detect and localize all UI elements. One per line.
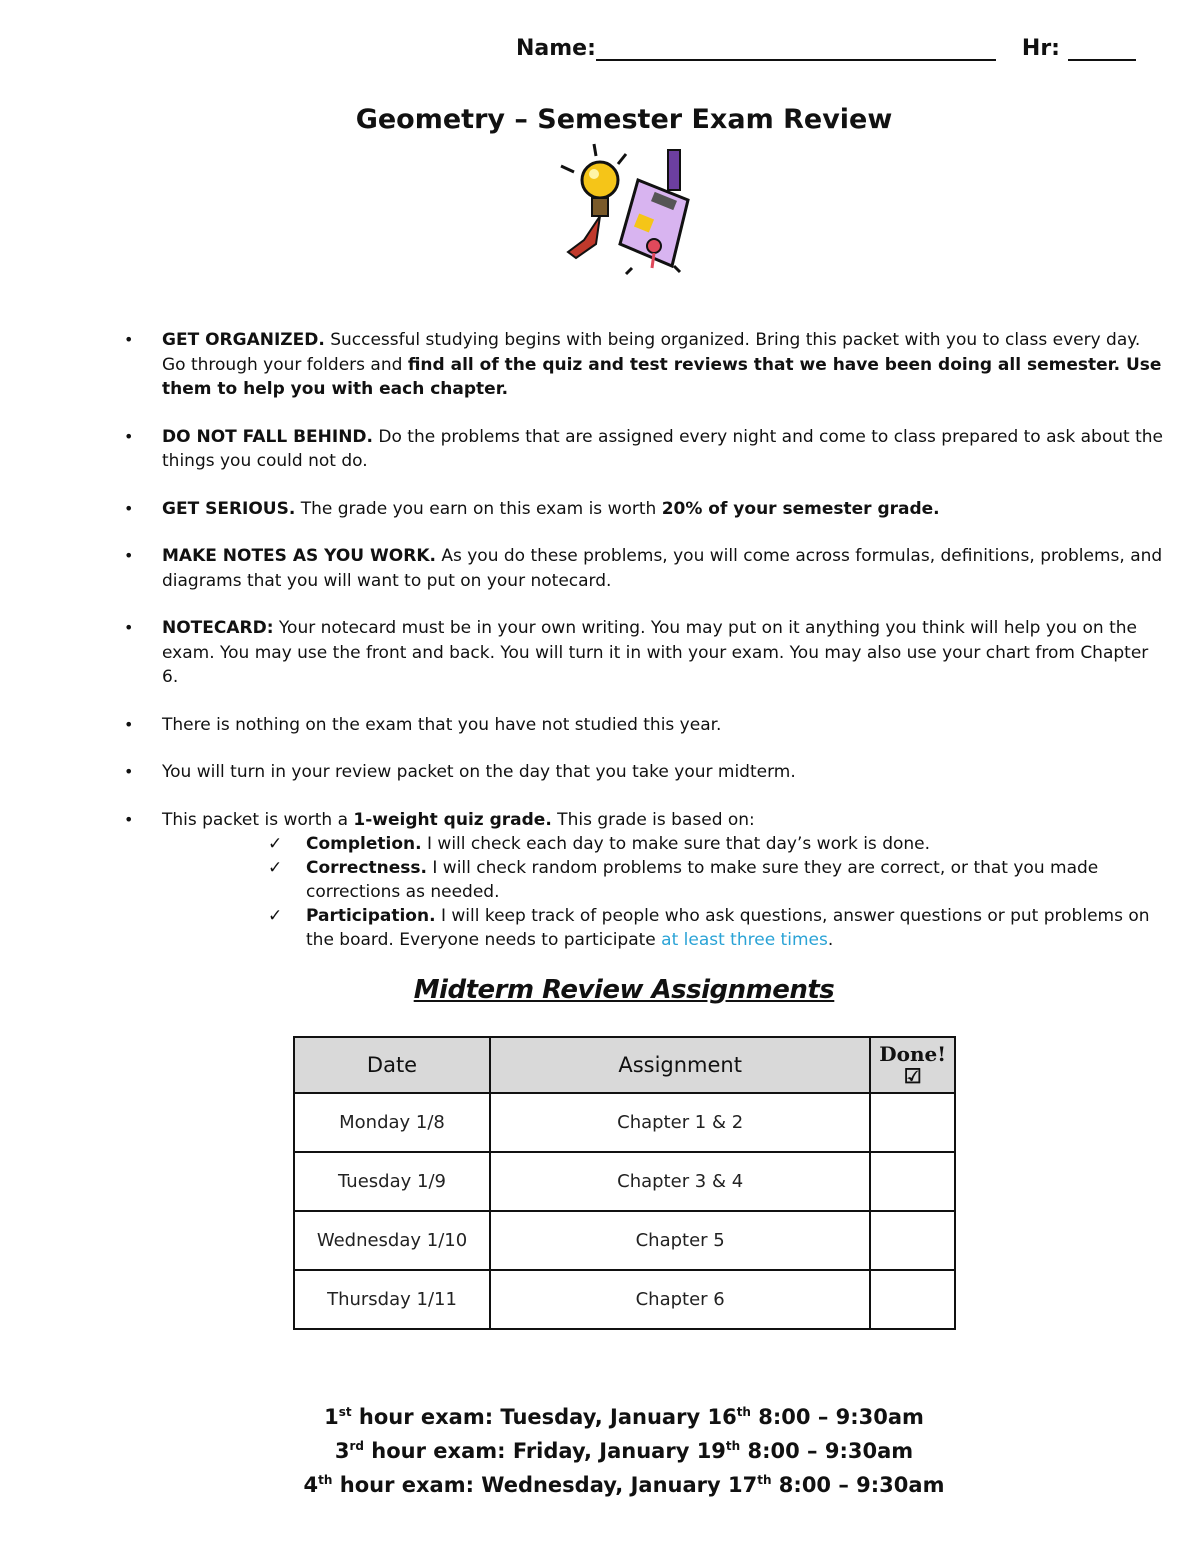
exam-line: 4th hour exam: Wednesday, January 17th 8:00 – 9:30am [303, 1473, 945, 1497]
assignment-cell: Chapter 1 & 2 [490, 1093, 870, 1152]
page-title: Geometry – Semester Exam Review [355, 104, 893, 135]
column-header-assignment: Assignment [490, 1037, 870, 1093]
list-item: • NOTECARD: Your notecard must be in your own writing. You may put on it anything you think will help you on the exam. You may use the front and back. You will turn it in with your exam. You may also use your chart from Chapter 6. [124, 618, 1149, 687]
assignment-cell: Chapter 6 [490, 1270, 870, 1329]
grading-criteria-list [162, 832, 1164, 952]
checkmark-icon: ✓ [268, 834, 283, 854]
list-item: • There is nothing on the exam that you have not studied this year. [124, 714, 722, 735]
list-item: • DO NOT FALL BEHIND. Do the problems that are assigned every night and come to class prepared to ask about the things you could not do. [124, 426, 1163, 471]
lightbulb-icon [561, 144, 626, 258]
name-blank [596, 37, 996, 61]
review-assignments-heading: Midterm Review Assignments [413, 975, 835, 1005]
table-header-row [294, 1037, 955, 1093]
name-label: Name: [516, 36, 596, 61]
exam-line: 3rd hour exam: Friday, January 19th 8:00 – 9:30am [334, 1439, 914, 1463]
instructions-list [124, 328, 1164, 975]
exam-line: 1st hour exam: Tuesday, January 16th 8:00 – 9:30am [324, 1405, 924, 1429]
assignments-table [293, 1036, 956, 1330]
checked-box-icon: ☑ [903, 1064, 922, 1088]
date-cell: Tuesday 1/9 [294, 1152, 490, 1211]
column-header-date: Date [294, 1037, 490, 1093]
lightbulb-certificate-clipart [556, 140, 706, 280]
date-cell: Monday 1/8 [294, 1093, 490, 1152]
done-cell[interactable] [870, 1152, 955, 1211]
date-cell: Wednesday 1/10 [294, 1211, 490, 1270]
checkmark-icon: ✓ [268, 858, 283, 878]
assignment-cell: Chapter 3 & 4 [490, 1152, 870, 1211]
list-item: • MAKE NOTES AS YOU WORK. As you do these problems, you will come across formulas, definitions, problems, and diagrams that you will want to put on your notecard. [124, 546, 1163, 591]
done-cell[interactable] [870, 1211, 955, 1270]
done-cell[interactable] [870, 1093, 955, 1152]
done-cell[interactable] [870, 1270, 955, 1329]
list-item: ✓ Correctness. I will check random problems to make sure they are correct, or that you made corrections as needed. [268, 858, 1099, 902]
table-row [294, 1152, 955, 1211]
exam-schedule [0, 1398, 1200, 1500]
hr-label: Hr: [1021, 36, 1060, 61]
certificate-icon [620, 150, 688, 274]
highlight-text: at least three times [661, 930, 828, 950]
hr-blank [1068, 37, 1136, 61]
column-header-done: Done! ☑ [870, 1037, 955, 1093]
list-item: ✓ Participation. I will keep track of people who ask questions, answer questions or put problems on the board. Everyone needs to participate at least three times. [268, 906, 1150, 950]
list-item: • You will turn in your review packet on the day that you take your midterm. [124, 762, 796, 782]
assignment-cell: Chapter 5 [490, 1211, 870, 1270]
table-row [294, 1270, 955, 1329]
list-item: ✓ Completion. I will check each day to make sure that day’s work is done. [268, 834, 931, 854]
list-item: • GET SERIOUS. The grade you earn on this exam is worth 20% of your semester grade. [124, 498, 940, 519]
date-cell: Thursday 1/11 [294, 1270, 490, 1329]
table-row [294, 1093, 955, 1152]
table-row [294, 1211, 955, 1270]
checkmark-icon: ✓ [268, 906, 283, 926]
list-item: • This packet is worth a 1-weight quiz grade. This grade is based on: ✓ Completion. I will check each day to make sure that day’s work is done. ✓ Correctness. I will check random problems to make sure they are correct, or that you made corrections as needed. ✓ Participation. I will keep track of people who ask questions, answer questions or put problems on the board. Everyone needs to participate at least three times. [124, 808, 1164, 953]
list-item: • GET ORGANIZED. Successful studying begins with being organized. Bring this packet with you to class every day. Go through your folders and find all of the quiz and test reviews that we have been doing all semester. Use them to help you with each chapter. [124, 330, 1162, 399]
header-fields [516, 36, 1136, 61]
